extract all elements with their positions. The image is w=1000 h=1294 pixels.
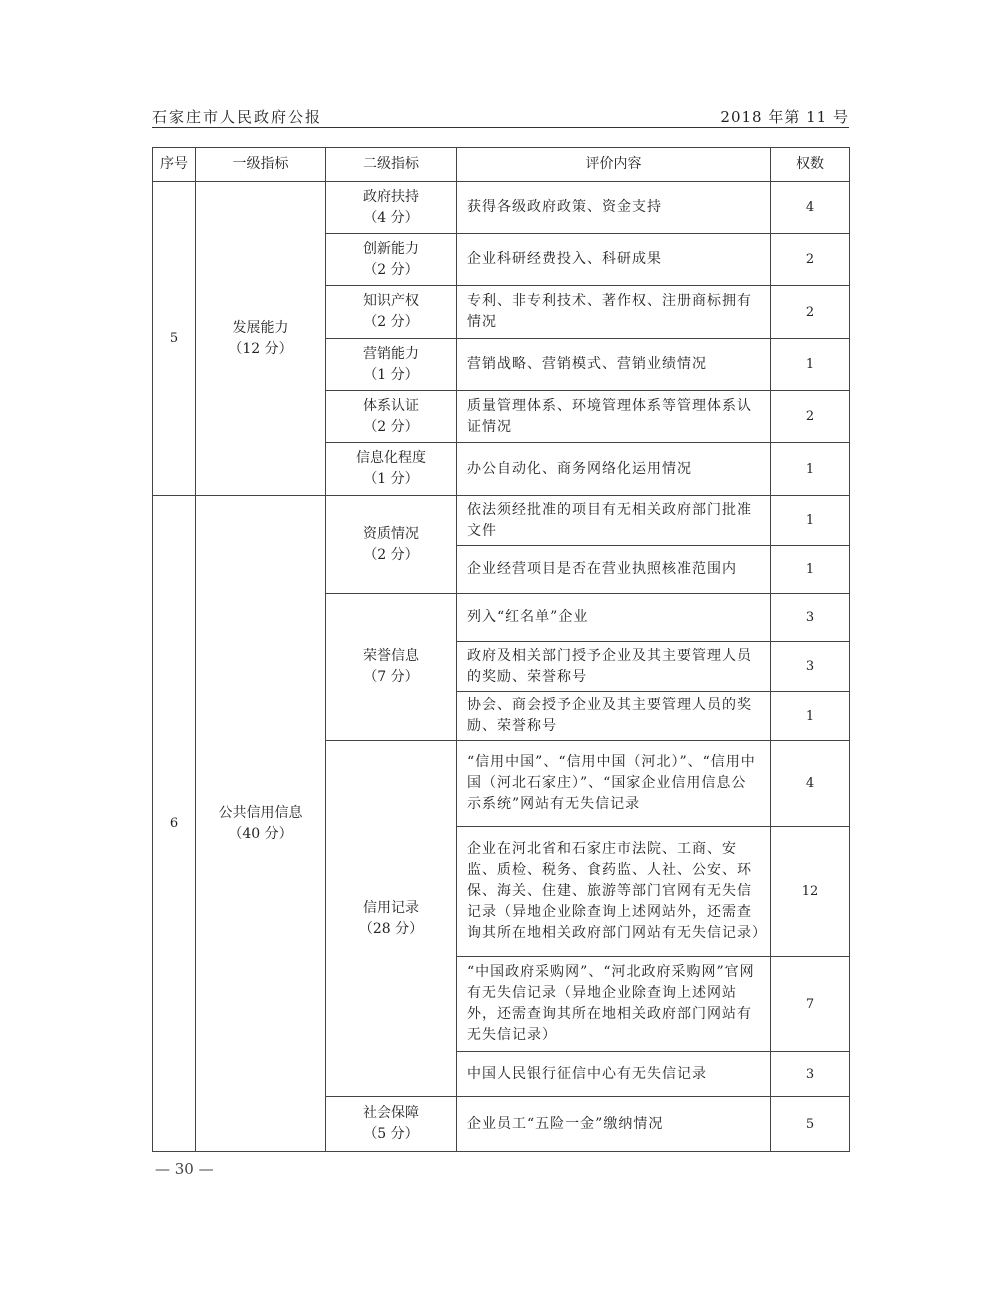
content-cell: 营销战略、营销模式、营销业绩情况 (457, 339, 771, 391)
weight-cell: 2 (771, 234, 850, 286)
level2-cell (326, 496, 457, 594)
level2-score: （1 分） (363, 471, 419, 487)
level1-cell (196, 182, 326, 496)
level2-score: （2 分） (363, 418, 419, 435)
weight-cell: 7 (771, 957, 850, 1052)
issue-number: 2018 年第 11 号 (720, 108, 849, 126)
level2-cell (326, 182, 457, 234)
weight-cell: 2 (771, 286, 850, 339)
level2-name: 政府扶持 (363, 188, 419, 205)
content-cell: 协会、商会授予企业及其主要管理人员的奖励、荣誉称号 (457, 692, 771, 741)
level2-score: （5 分） (363, 1126, 419, 1142)
content-cell: “信用中国”、“信用中国（河北）”、“信用中国（河北石家庄）”、“国家企业信用信息公示系统”网站有无失信记录 (457, 741, 771, 827)
column-header: 序号 (153, 148, 196, 182)
content-cell: 办公自动化、商务网络化运用情况 (457, 443, 771, 496)
level1-name: 公共信用信息 (218, 804, 303, 821)
header-rule (152, 127, 849, 128)
content-cell: “中国政府采购网”、“河北政府采购网”官网有无失信记录（异地企业除查询上述网站外，还需查询其所在地相关政府部门网站有无失信记录） (457, 957, 771, 1052)
level2-name: 社会保障 (363, 1105, 419, 1121)
weight-cell: 4 (771, 741, 850, 827)
weight-cell: 1 (771, 339, 850, 391)
content-cell: 政府及相关部门授予企业及其主要管理人员的奖励、荣誉称号 (457, 642, 771, 692)
level2-name: 营销能力 (363, 345, 419, 362)
weight-cell: 1 (771, 496, 850, 546)
level2-cell (326, 741, 457, 1097)
level2-cell (326, 443, 457, 496)
weight-cell: 5 (771, 1097, 850, 1152)
content-cell: 企业在河北省和石家庄市法院、工商、安监、质检、税务、食药监、人社、公安、环保、海关、住建、旅游等部门官网有无失信记录（异地企业除查询上述网站外，还需查询其所在地相关政府部门网站有无失信记录） (457, 827, 771, 957)
content-cell: 依法须经批准的项目有无相关政府部门批准文件 (457, 496, 771, 546)
level2-score: （28 分） (358, 920, 424, 937)
level2-name: 创新能力 (363, 240, 419, 257)
level2-score: （2 分） (363, 261, 419, 278)
weight-cell: 1 (771, 546, 850, 594)
page-header (152, 104, 849, 128)
weight-cell: 3 (771, 642, 850, 692)
level2-cell (326, 234, 457, 286)
content-cell: 中国人民银行征信中心有无失信记录 (457, 1052, 771, 1097)
level1-score: （12 分） (228, 340, 293, 357)
seq-cell: 5 (153, 182, 196, 496)
weight-cell: 1 (771, 443, 850, 496)
column-header: 一级指标 (196, 148, 326, 182)
level2-score: （7 分） (363, 669, 419, 685)
level2-name: 资质情况 (363, 525, 419, 542)
level2-cell (326, 391, 457, 443)
content-cell: 专利、非专利技术、著作权、注册商标拥有情况 (457, 286, 771, 339)
level2-name: 体系认证 (363, 397, 419, 414)
level2-name: 信息化程度 (356, 450, 426, 466)
content-cell: 企业科研经费投入、科研成果 (457, 234, 771, 286)
level2-name: 信用记录 (363, 899, 419, 916)
content-cell: 企业员工“五险一金”缴纳情况 (457, 1097, 771, 1152)
level2-score: （2 分） (363, 314, 419, 330)
level2-cell (326, 286, 457, 339)
level2-cell (326, 339, 457, 391)
weight-cell: 4 (771, 182, 850, 234)
level2-cell (326, 1097, 457, 1152)
level2-cell (326, 594, 457, 741)
weight-cell: 3 (771, 1052, 850, 1097)
publication-title: 石家庄市人民政府公报 (152, 108, 323, 126)
level1-cell (196, 496, 326, 1152)
column-header: 二级指标 (326, 148, 457, 182)
table-row (153, 182, 850, 234)
table-header-row (153, 148, 850, 182)
weight-cell: 3 (771, 594, 850, 642)
content-cell: 列入“红名单”企业 (457, 594, 771, 642)
seq-cell: 6 (153, 496, 196, 1152)
page-number: — 30 — (155, 1160, 214, 1178)
content-cell: 质量管理体系、环境管理体系等管理体系认证情况 (457, 391, 771, 443)
level1-score: （40 分） (228, 825, 293, 842)
weight-cell: 2 (771, 391, 850, 443)
column-header: 评价内容 (457, 148, 771, 182)
evaluation-table (152, 147, 850, 1152)
level2-score: （2 分） (363, 546, 419, 563)
table-row (153, 496, 850, 546)
content-cell: 获得各级政府政策、资金支持 (457, 182, 771, 234)
level1-name: 发展能力 (232, 319, 289, 336)
level2-score: （1 分） (363, 366, 419, 383)
column-header: 权数 (771, 148, 850, 182)
level2-name: 知识产权 (363, 293, 419, 309)
weight-cell: 12 (771, 827, 850, 957)
content-cell: 企业经营项目是否在营业执照核准范围内 (457, 546, 771, 594)
level2-score: （4 分） (363, 209, 419, 226)
weight-cell: 1 (771, 692, 850, 741)
level2-name: 荣誉信息 (363, 648, 419, 664)
